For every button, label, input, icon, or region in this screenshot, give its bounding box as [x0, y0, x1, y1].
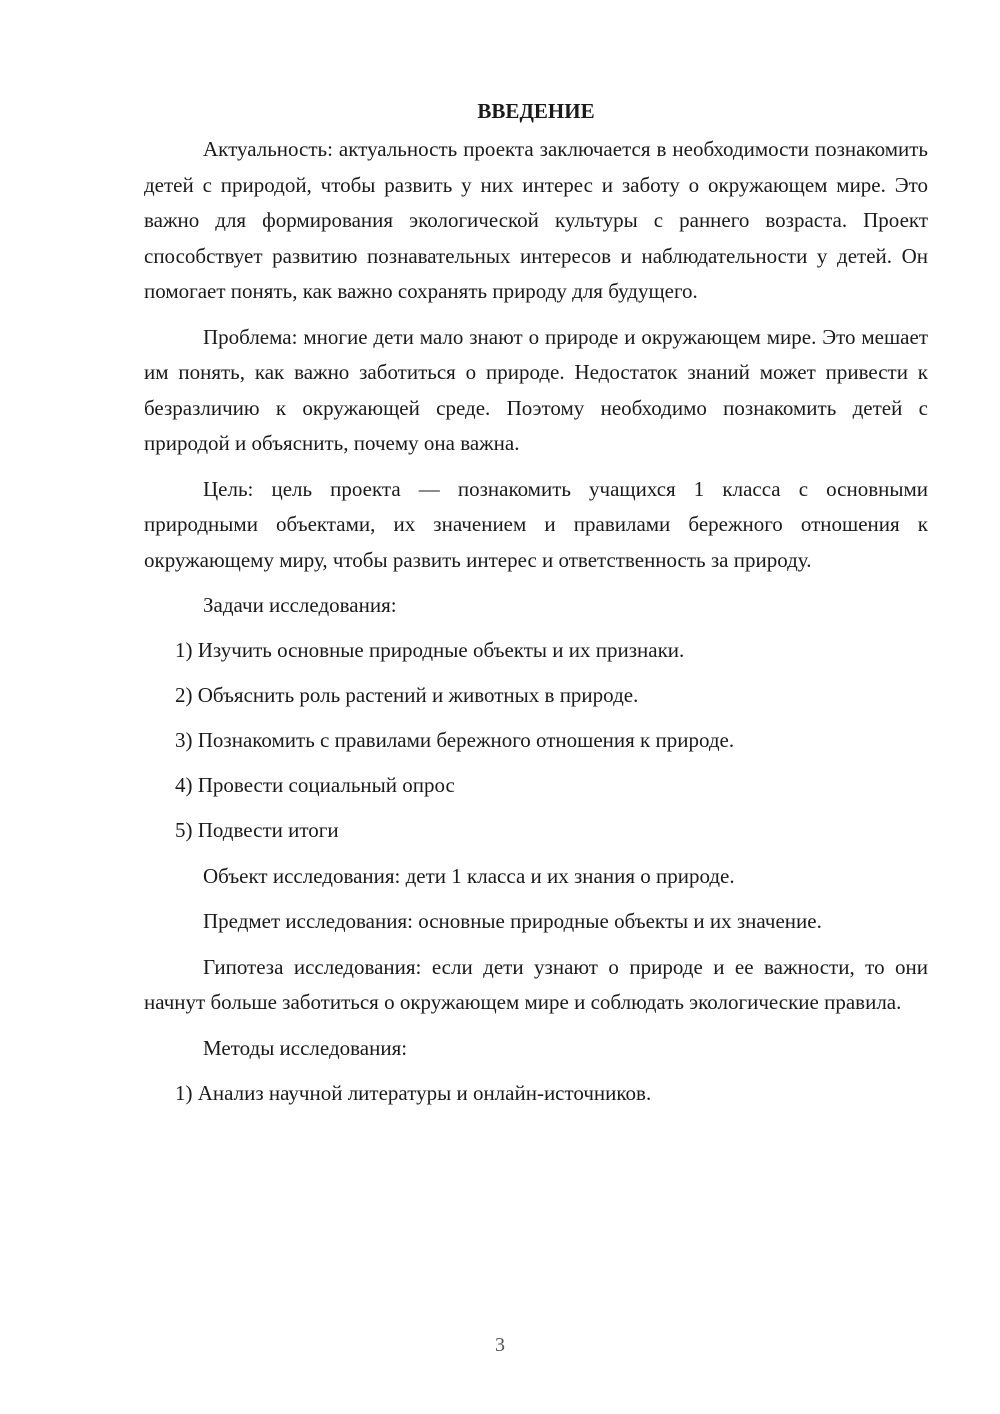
- task-item: 5) Подвести итоги: [175, 818, 339, 842]
- section-title: ВВЕДЕНИЕ: [477, 99, 595, 123]
- task-item: 2) Объяснить роль растений и животных в природе.: [175, 683, 639, 707]
- task-item: 4) Провести социальный опрос: [175, 773, 455, 797]
- tasks-heading: Задачи исследования:: [203, 593, 397, 617]
- task-item: 3) Познакомить с правилами бережного отношения к природе.: [175, 728, 735, 752]
- page-number: 3: [495, 1334, 505, 1356]
- hypothesis-paragraph: Гипотеза исследования: если дети узнают о природе и ее важности, то они начнут больше заботиться о окружающем мире и соблюдать экологические правила.: [144, 954, 928, 1014]
- subject-paragraph: Предмет исследования: основные природные объекты и их значение.: [203, 909, 822, 933]
- task-item: 1) Изучить основные природные объекты и их признаки.: [175, 638, 685, 662]
- relevance-paragraph: Актуальность: актуальность проекта заключается в необходимости познакомить детей с природой, чтобы развить у них интерес и заботу о окружающем мире. Это важно для формирования экологической культуры с раннего возраста. Проект способствует развитию познавательных интересов и наблюдательности у детей. Он помогает понять, как важно сохранять природу для будущего.: [144, 137, 928, 303]
- object-paragraph: Объект исследования: дети 1 класса и их знания о природе.: [203, 863, 735, 888]
- page-content: [144, 96, 928, 1111]
- methods-heading: Методы исследования:: [203, 1035, 408, 1060]
- method-item: 1) Анализ научной литературы и онлайн-источников.: [175, 1080, 652, 1105]
- problem-paragraph: Проблема: многие дети мало знают о природе и окружающем мире. Это мешает им понять, как важно заботиться о природе. Недостаток знаний может привести к безразличию к окружающей среде. Поэтому необходимо познакомить детей с природой и объяснить, почему она важна.: [144, 324, 928, 455]
- goal-paragraph: Цель: цель проекта — познакомить учащихся 1 класса с основными природными объектами, их значением и правилами бережного отношения к окружающему миру, чтобы развить интерес и ответственность за природу.: [144, 476, 928, 572]
